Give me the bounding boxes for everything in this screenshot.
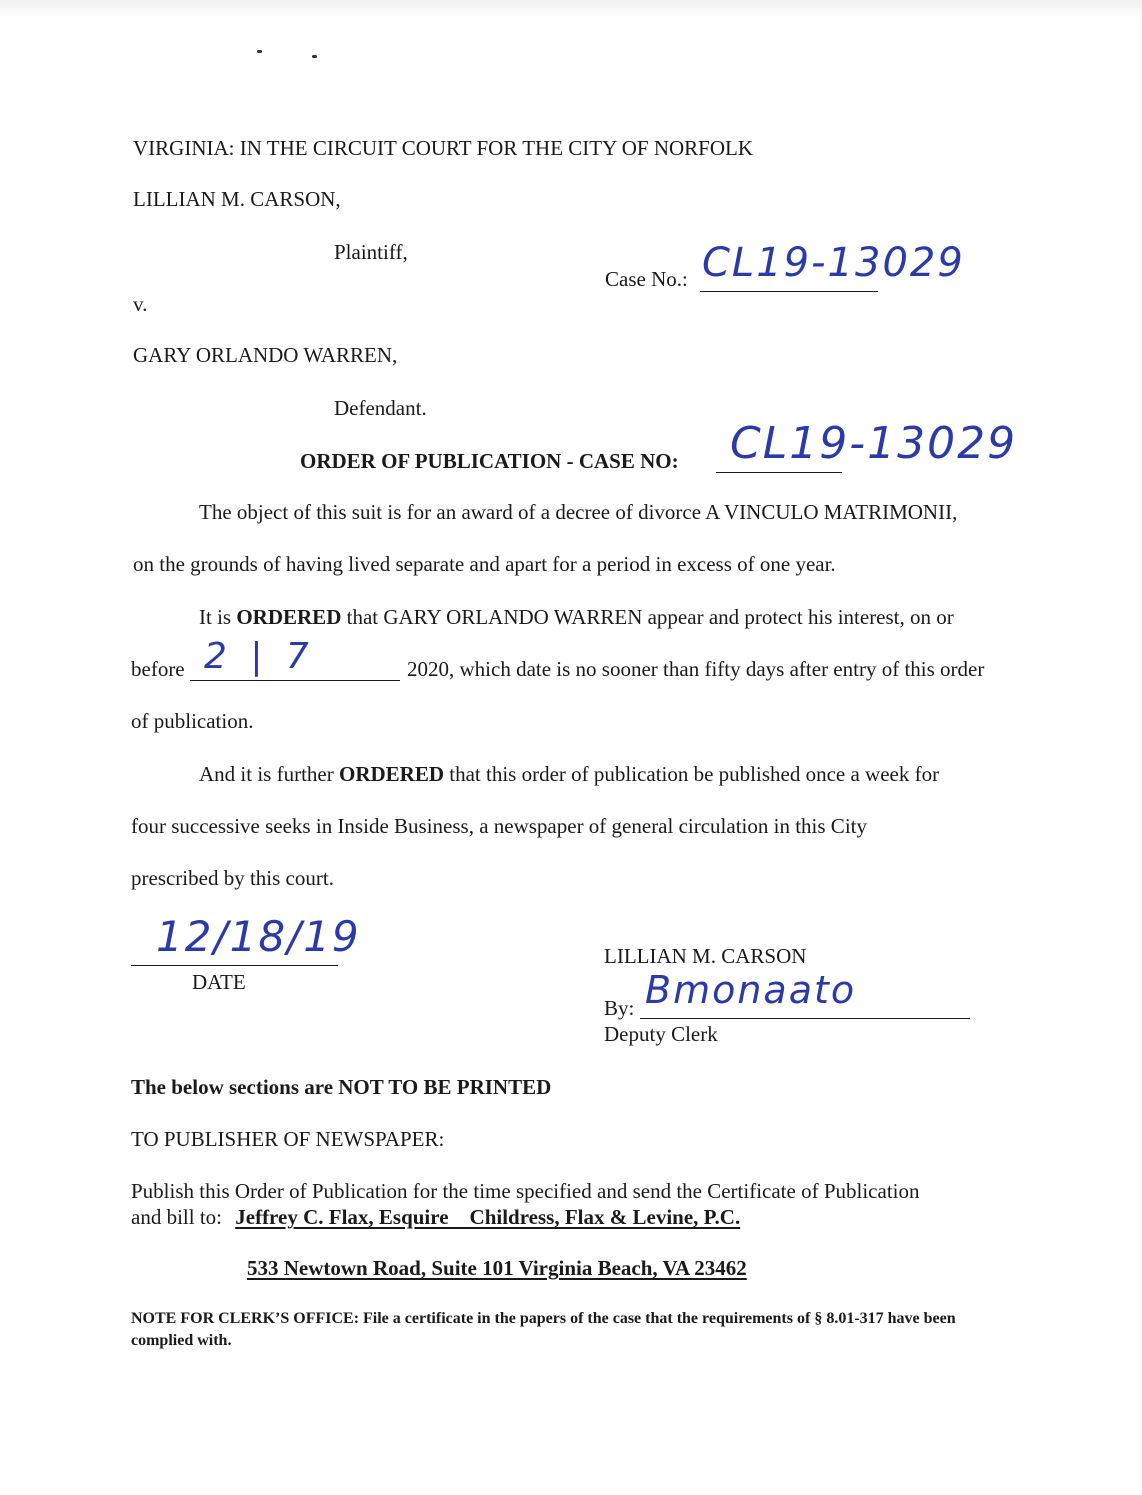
order-title: ORDER OF PUBLICATION - CASE NO: xyxy=(300,449,679,473)
defendant-role: Defendant. xyxy=(334,396,427,420)
before-post: 2020, which date is no sooner than fifty days after entry of this order xyxy=(407,657,985,681)
clerk-signature: Bmonaato xyxy=(645,968,857,1012)
clerk-note: NOTE FOR CLERK’S OFFICE: File a certificate in the papers of the case that the requirements of § 8.01-317 have been complied with. xyxy=(131,1310,956,1350)
para2-pre: It is xyxy=(199,605,232,629)
scan-speck xyxy=(257,50,262,53)
clerk-label: Deputy Clerk xyxy=(604,1022,718,1046)
signature-underline xyxy=(640,1018,970,1019)
court-heading: VIRGINIA: IN THE CIRCUIT COURT FOR THE CITY OF NORFOLK xyxy=(133,136,754,160)
plaintiff-role: Plaintiff, xyxy=(334,240,408,264)
date-handwritten: 12/18/19 xyxy=(156,912,361,961)
case-number-handwritten: CL19-13029 xyxy=(702,240,965,286)
bill-to-address: 533 Newtown Road, Suite 101 Virginia Beach, VA 23462 xyxy=(247,1256,747,1280)
defendant-name: GARY ORLANDO WARREN, xyxy=(133,343,398,367)
not-printed-heading: The below sections are NOT TO BE PRINTED xyxy=(131,1075,552,1099)
para3-line1 xyxy=(199,763,939,786)
para3-pre: And it is further xyxy=(199,762,334,786)
versus: v. xyxy=(133,292,148,316)
case-number-label: Case No.: xyxy=(605,267,688,291)
date-label: DATE xyxy=(192,970,246,994)
instruction-line2 xyxy=(131,1206,740,1229)
further-ordered-bold: ORDERED xyxy=(338,762,444,786)
instruction-line1: Publish this Order of Publication for the time specified and send the Certificate of Publication xyxy=(131,1179,920,1203)
title-case-underline xyxy=(716,472,842,473)
before-label: before xyxy=(131,657,185,681)
para3-post: that this order of publication be published once a week for xyxy=(449,762,940,786)
date-underline xyxy=(131,965,338,966)
para2-line1 xyxy=(199,606,954,629)
ordered-bold: ORDERED xyxy=(236,605,342,629)
case-number-underline xyxy=(700,291,878,292)
bill-to-label: and bill to: xyxy=(131,1205,222,1229)
para2-line3: of publication. xyxy=(131,709,254,733)
para1-line2: on the grounds of having lived separate and apart for a period in excess of one year. xyxy=(133,552,836,576)
scan-edge-shade xyxy=(0,0,1142,20)
before-date-handwritten: 2 | 7 xyxy=(204,636,315,677)
scan-speck xyxy=(312,55,317,58)
by-label: By: xyxy=(604,996,635,1020)
para3-line2: four successive seeks in Inside Business, a newspaper of general circulation in this City xyxy=(131,814,867,838)
to-publisher: TO PUBLISHER OF NEWSPAPER: xyxy=(131,1127,445,1151)
para2-post: that GARY ORLANDO WARREN appear and protect his interest, on or xyxy=(346,605,954,629)
bill-to-party: Jeffrey C. Flax, Esquire Childress, Flax & Levine, P.C. xyxy=(235,1205,741,1229)
para1-line1: The object of this suit is for an award of a decree of divorce A VINCULO MATRIMONII, xyxy=(199,500,958,524)
signing-party: LILLIAN M. CARSON xyxy=(604,944,807,968)
before-date-underline xyxy=(190,680,400,681)
plaintiff-name: LILLIAN M. CARSON, xyxy=(133,187,341,211)
para3-line3: prescribed by this court. xyxy=(131,866,334,890)
title-case-handwritten: CL19-13029 xyxy=(730,418,1018,469)
